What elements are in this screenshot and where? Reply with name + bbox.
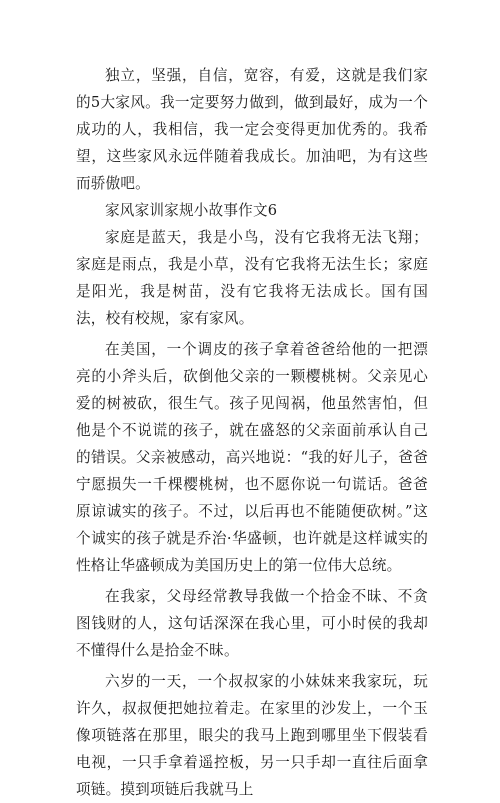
paragraph-washington-story: 在美国，一个调皮的孩子拿着爸爸给他的一把漂亮的小斧头后，砍倒他父亲的一颗樱桃树。父亲见心爱的树被砍，很生气。孩子见闯祸，他虽然害怕，但他是个不说谎的孩子，就在盛怒的父亲面前承认自己的错误。父亲被感动，高兴地说：“我的好儿子，爸爸宁愿损失一千棵樱桃树，也不愿你说一句谎话。爸爸原谅诚实的孩子。不过，以后再也不能随便砍树。”这个诚实的孩子就是乔治·华盛顿，也许就是这样诚实的性格让华盛顿成为美国历史上的第一位伟大总统。: [76, 341, 428, 574]
paragraph-parents-teaching: 在我家，父母经常教导我做一个拾金不昧、不贪图钱财的人，这句话深深在我心里，可小时侯的我却不懂得什么是拾金不昧。: [76, 588, 428, 659]
section-heading: 家风家训家规小故事作文6: [105, 202, 278, 219]
paragraph-family-values: 独立，坚强，自信，宽容，有爱，这就是我们家的5大家风。我一定要努力做到，做到最好，成为一个成功的人，我相信，我一定会变得更加优秀的。我希望，这些家风永远伴随着我成长。加油吧，为有这些而骄傲吧。: [76, 67, 428, 192]
paragraph-family-metaphor: 家庭是蓝天，我是小鸟，没有它我将无法飞翔；家庭是雨点，我是小草，没有它我将无法生长；家庭是阳光，我是树苗，没有它我将无法成长。国有国法，校有校规，家有家风。: [76, 229, 428, 327]
document-page: [76, 62, 428, 803]
paragraph-six-years-old: 六岁的一天，一个叔叔家的小妹妹来我家玩，玩许久，叔叔便把她拉着走。在家里的沙发上，一个玉像项链落在那里，眼尖的我马上跑到哪里坐下假装看电视，一只手拿着遥控板，另一只手却一直往后面拿项链。摸到项链后我就马上: [76, 673, 428, 798]
